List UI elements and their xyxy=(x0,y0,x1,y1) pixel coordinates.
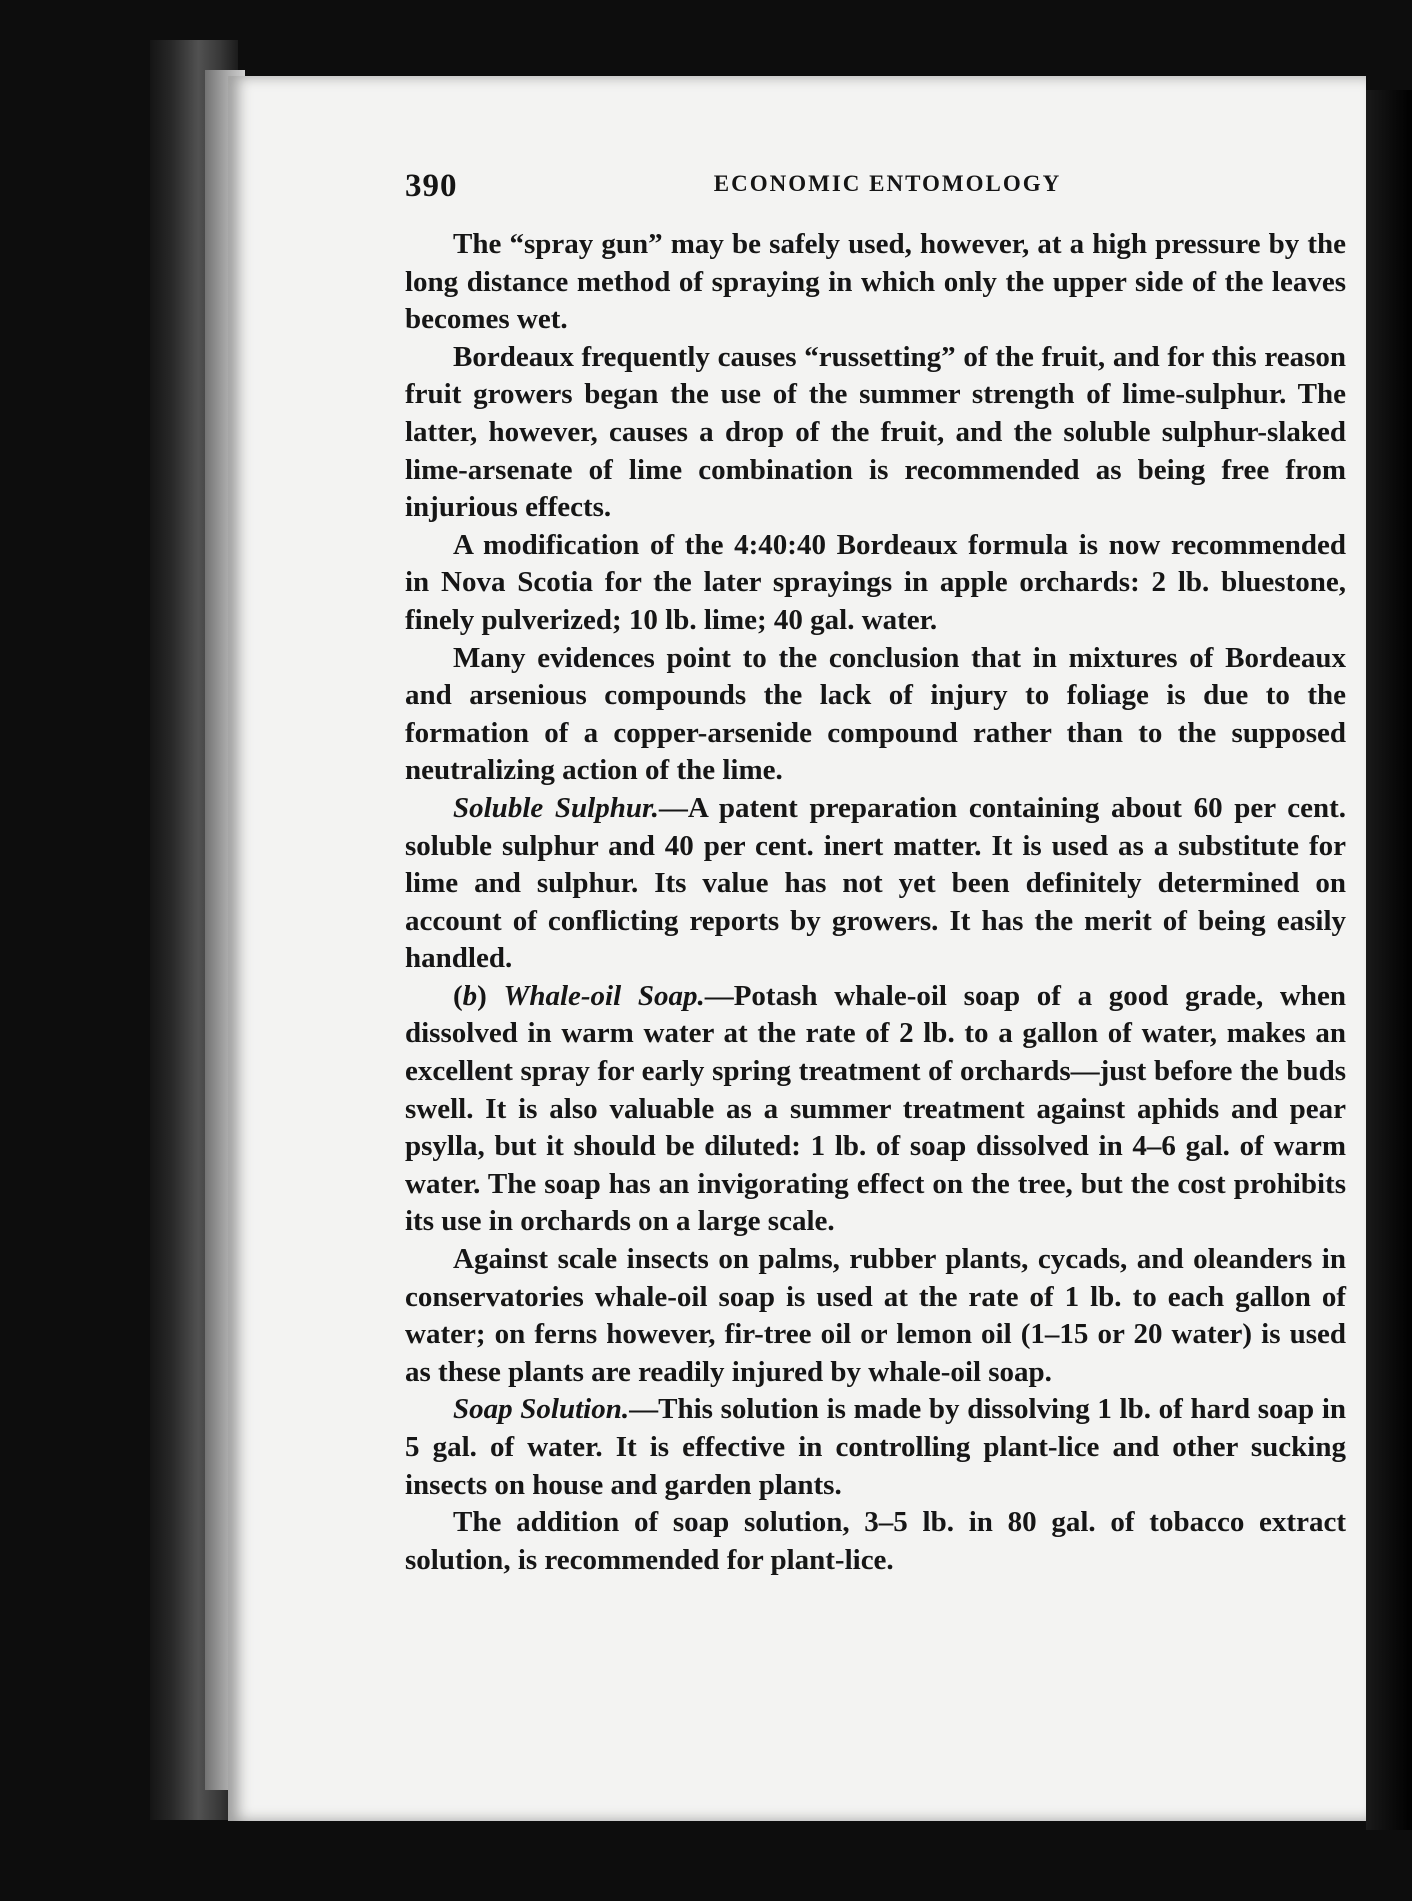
body-text xyxy=(405,226,1346,1579)
paragraph-soap-solution: Soap Solution.—This solution is made by dissolving 1 lb. of hard soap in 5 gal. of water. It is effective in controlling plant-lice and other sucking insects on house and garden plants. xyxy=(405,1393,1347,1501)
paragraph-scale-insects: Against scale insects on palms, rubber plants, cycads, and oleanders in conservatories whale-oil soap is used at the rate of 1 lb. to each gallon of water; on ferns however, fir-tree oil or lemon oil (1–15 or 20 water) is used as these plants are readily injured by whale-oil soap. xyxy=(405,1243,1346,1388)
section-heading: Soap Solution. xyxy=(453,1393,630,1426)
paragraph-bordeaux-russetting: Bordeaux frequently causes “russetting” of the fruit, and for this reason fruit growers began the use of the summer strength of lime-sulphur. The latter, however, causes a drop of the fruit, and the soluble sulphur-slaked lime-arsenate of lime combination is recommended as being free from injurious effects. xyxy=(405,340,1346,524)
section-heading: Soluble Sulphur. xyxy=(453,791,659,824)
paragraph-soluble-sulphur: Soluble Sulphur.—A patent preparation containing about 60 per cent. soluble sulphur and 40 per cent. inert matter. It is used as a substitute for lime and sulphur. Its value has not yet been definitely determined on account of conflicting reports by growers. It has the merit of being easily handled. xyxy=(405,791,1347,975)
paragraph-bordeaux-modification: A modification of the 4:40:40 Bordeaux formula is now recommended in Nova Scotia for the later sprayings in apple orchards: 2 lb. bluestone, finely pulverized; 10 lb. lime; 40 gal. water. xyxy=(405,528,1346,636)
page-number: 390 xyxy=(405,168,458,204)
right-shadow xyxy=(1366,90,1412,1830)
paragraph-tobacco-extract: The addition of soap solution, 3–5 lb. in 80 gal. of tobacco extract solution, is recommended for plant-lice. xyxy=(405,1506,1346,1576)
paragraph-spray-gun: The “spray gun” may be safely used, however, at a high pressure by the long distance method of spraying in which only the upper side of the leaves becomes wet. xyxy=(405,228,1346,336)
paragraph-whale-oil-soap: (b) Whale-oil Soap.—Potash whale-oil soap of a good grade, when dissolved in warm water at the rate of 2 lb. to a gallon of water, makes an excellent spray for early spring treatment of orchards—just before the buds swell. It is also valuable as a summer treatment against aphids and pear psylla, but it should be diluted: 1 lb. of soap dissolved in 4–6 gal. of warm water. The soap has an invigorating effect on the tree, but the cost prohibits its use in orchards on a large scale. xyxy=(405,979,1346,1238)
running-head xyxy=(405,168,1350,208)
paragraph-copper-arsenide: Many evidences point to the conclusion that in mixtures of Bordeaux and arsenious compounds the lack of injury to foliage is due to the formation of a copper-arsenide compound rather than to the supposed neutralizing action of the lime. xyxy=(405,641,1346,787)
running-title: ECONOMIC ENTOMOLOGY xyxy=(713,171,1062,196)
section-letter: b xyxy=(462,979,478,1012)
section-heading: Whale-oil Soap. xyxy=(503,979,705,1012)
